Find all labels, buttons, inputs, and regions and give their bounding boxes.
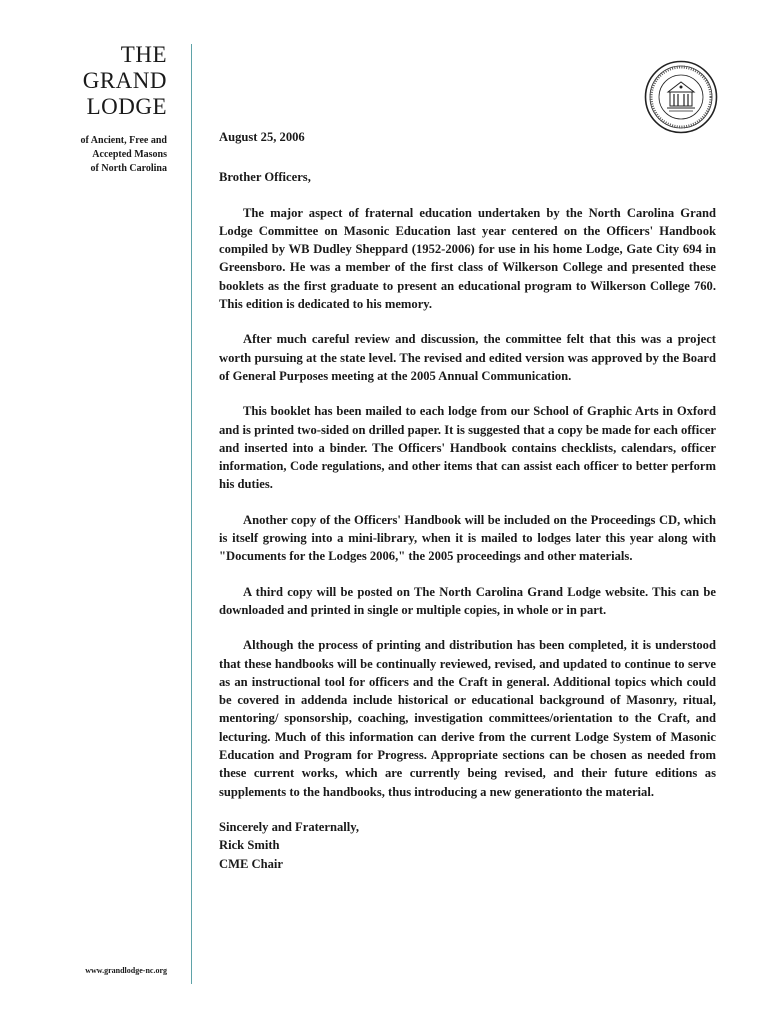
org-subtitle-line-1: of Ancient, Free and xyxy=(80,135,167,146)
letter-body xyxy=(219,128,716,873)
org-subtitle xyxy=(81,134,167,176)
org-subtitle-line-2: Accepted Masons xyxy=(92,149,167,160)
letter-paragraph-2: After much careful review and discussion, the committee felt that this was a project worth pursuing at the state level. The revised and edited version was approved by the Board of General Purposes meeting at the 2005 Annual Communication. xyxy=(219,332,716,383)
letter-closing xyxy=(219,818,716,873)
letter-paragraph-3: This booklet has been mailed to each lodge from our School of Graphic Arts in Oxford and is printed two-sided on drilled paper. It is suggested that a copy be made for each officer and inserted into a binder. The Officers' Handbook contains checklists, calendars, officer information, Code regulations, and other items that can assist each officer to better perform his duties. xyxy=(219,404,716,492)
org-title-line-2: GRAND xyxy=(82,68,167,93)
sidebar-divider xyxy=(191,44,192,984)
closing-line-1: Sincerely and Fraternally, xyxy=(219,819,360,834)
signer-title: CME Chair xyxy=(219,856,284,871)
signer-name: Rick Smith xyxy=(219,838,280,853)
org-title-line-1: THE xyxy=(120,42,167,67)
letter-date: August 25, 2006 xyxy=(219,130,305,144)
grand-lodge-seal-icon xyxy=(644,60,718,134)
letter-paragraph-4: Another copy of the Officers' Handbook will be included on the Proceedings CD, which is itself growing into a mini-library, when it is mailed to lodges later this year along with "Documents for the Lodges 2006," the 2005 proceedings and other materials. xyxy=(219,512,716,564)
letter-paragraph-6: Although the process of printing and distribution has been completed, it is understood that these handbooks will be continually reviewed, revised, and updated to continue to serve as an instructional tool for officers and the Craft in general. Additional topics which could be covered in addenda include historical or educational background of Masonry, ritual, mentoring/ sponsorship, coaching, investigation committees/orientation to the Craft, and lecturing. Much of this information can derive from the current Lodge System of Masonic Education and Program for Progress. Appropriate sections can be chosen as needed from these current works, which are currently being revised, and their future editions as supplements to the handbooks, thus introducing a new generationto the material. xyxy=(219,638,716,799)
letter-paragraph-1: The major aspect of fraternal education undertaken by the North Carolina Grand Lodge Committee on Masonic Education last year centered on the Officers' Handbook compiled by WB Dudley Sheppard (1952-2006) for use in his home Lodge, Gate City 694 in Greensboro. He was a member of the first class of Wilkerson College and presented these booklets as the first graduate to present an educational program to Wilkerson College 760. This edition is dedicated to his memory. xyxy=(219,205,716,312)
letter-paragraph-5: A third copy will be posted on The North Carolina Grand Lodge website. This can be downloaded and printed in single or multiple copies, in whole or in part. xyxy=(219,584,716,617)
org-title xyxy=(83,42,167,120)
org-title-line-3: LODGE xyxy=(86,94,167,119)
org-subtitle-line-3: of North Carolina xyxy=(90,163,167,174)
letter-salutation: Brother Officers, xyxy=(219,170,311,185)
website-url: www.grandlodge-nc.org xyxy=(85,966,167,975)
